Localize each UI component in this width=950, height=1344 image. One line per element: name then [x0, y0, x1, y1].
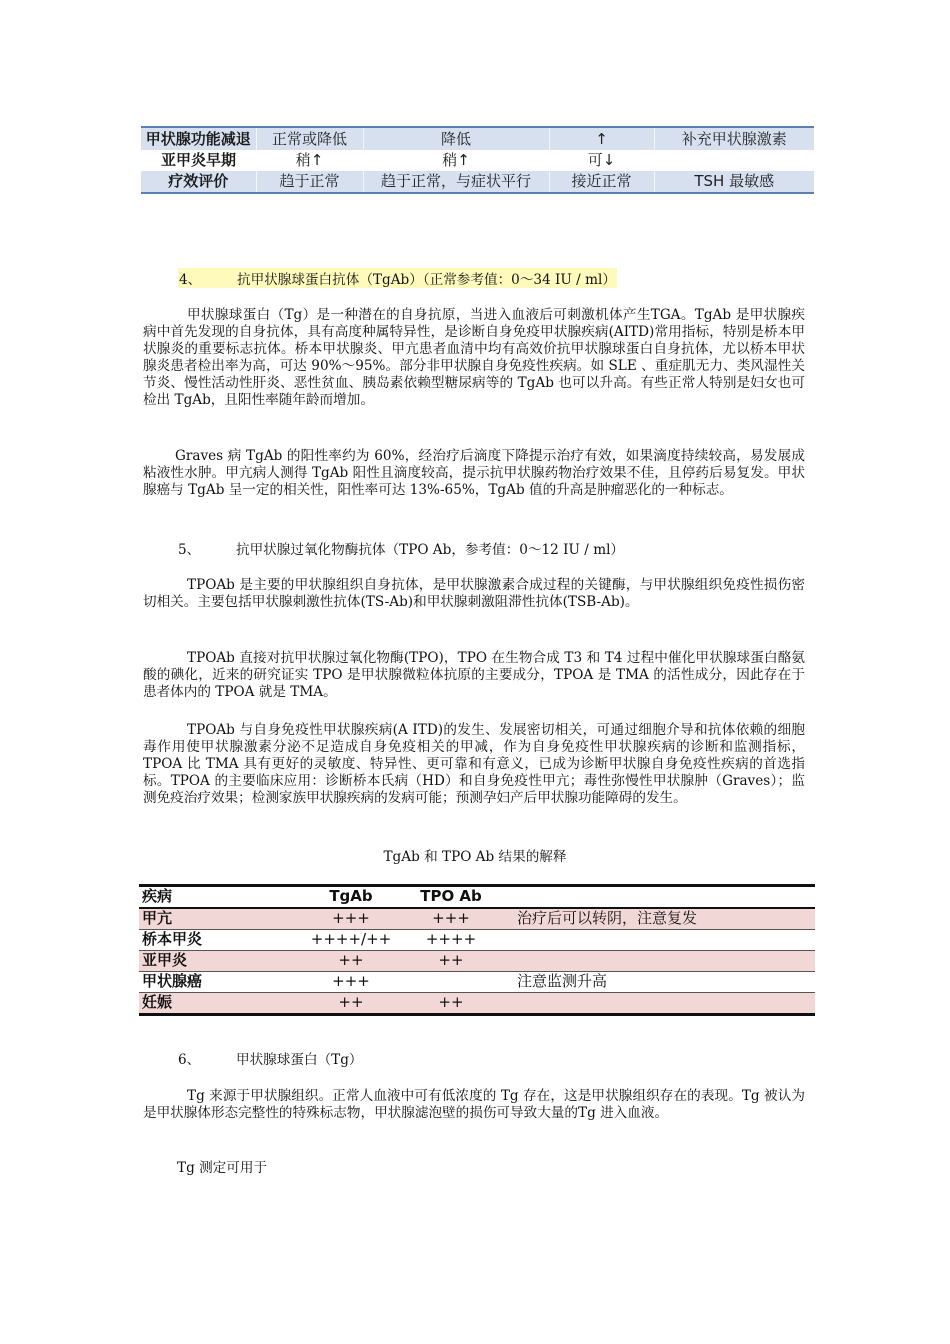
- disease-cell: 甲状腺癌: [139, 972, 307, 993]
- table-caption: TgAb 和 TPO Ab 结果的解释: [383, 849, 567, 865]
- table-row: [141, 150, 814, 171]
- row-label: 甲状腺功能减退: [141, 127, 256, 150]
- column-header: 疾病: [139, 886, 307, 909]
- note-cell: 注意监测升高: [507, 972, 815, 993]
- paragraph: TPOAb 是主要的甲状腺组织自身抗体，是甲状腺激素合成过程的关键酶，与甲状腺组织免疫性损伤密切相关。主要包括甲状腺刺激性抗体(TS-Ab)和甲状腺刺激阻滞性抗体(TSB-Ab)。: [143, 577, 805, 610]
- table-header-row: [139, 886, 815, 909]
- section-number: 6、: [178, 1052, 201, 1068]
- table-cell: 趋于正常: [256, 171, 363, 193]
- table-cell: [654, 150, 814, 171]
- table-row: [139, 930, 815, 951]
- section-5-heading: [178, 538, 624, 558]
- paragraph: TPOAb 与自身免疫性甲状腺疾病(A ITD)的发生、发展密切相关，可通过细胞介导和抗体依赖的细胞毒作用使甲状腺激素分泌不足造成自身免疫相关的甲减，作为自身免疫性甲状腺疾病的诊断和监测指标，TPOA 比 TMA 具有更好的灵敏度、特异性、更可靠和有意义，已成为诊断甲状腺自身免疫性疾病的首选指标。TPOA 的主要临床应用：诊断桥本氏病（HD）和自身免疫性甲亢；毒性弥慢性甲状腺肿（Graves）；监测免疫治疗效果；检测家族甲状腺疾病的发病可能；预测孕妇产后甲状腺功能障碍的发生。: [143, 722, 805, 806]
- row-label: 疗效评价: [141, 171, 256, 193]
- table-cell: TSH 最敏感: [654, 171, 814, 193]
- paragraph: TPOAb 直接对抗甲状腺过氧化物酶(TPO)，TPO 在生物合成 T3 和 T4 过程中催化甲状腺球蛋白酪氨酸的碘化，近来的研究证实 TPO 是甲状腺微粒体抗原的主要成分，TPOA 是 TMA 的活性成分，因此存在于患者体内的 TPOA 就是 TMA。: [143, 650, 805, 700]
- paragraph: Graves 病 TgAb 的阳性率约为 60%，经治疗后滴度下降提示治疗有效，如果滴度持续较高，易发展成粘液性水肿。甲亢病人测得 TgAb 阳性且滴度较高，提示抗甲状腺药物治疗效果不佳，且停药后易复发。甲状腺癌与 TgAb 呈一定的相关性，阳性率可达 13%-65%，TgAb 值的升高是肿瘤恶化的一种标志。: [143, 448, 805, 498]
- tpoab-cell: ++++: [395, 930, 507, 951]
- section-title: 抗甲状腺球蛋白抗体（TgAb）（正常参考值：0～34 IU / ml）: [237, 272, 616, 288]
- tpoab-cell: [395, 972, 507, 993]
- paragraph: Tg 测定可用于: [177, 1160, 268, 1176]
- section-title: 抗甲状腺过氧化物酶抗体（TPO Ab，参考值：0～12 IU / ml）: [236, 542, 625, 558]
- table-cell: 稍↑: [295, 151, 324, 169]
- table-cell: 趋于正常，与症状平行: [363, 171, 549, 193]
- section-6-heading: [178, 1048, 363, 1068]
- disease-cell: 甲亢: [139, 908, 307, 930]
- tgab-cell: ++: [307, 993, 395, 1015]
- table-cell: 补充甲状腺激素: [654, 127, 814, 150]
- disease-cell: 妊娠: [139, 993, 307, 1015]
- table-cell: 正常或降低: [256, 127, 363, 150]
- table-cell: 接近正常: [549, 171, 654, 193]
- table-row: [139, 951, 815, 972]
- section-number: 5、: [178, 542, 201, 558]
- section-4-heading: [178, 268, 617, 288]
- note-cell: 治疗后可以转阴，注意复发: [507, 908, 815, 930]
- disease-cell: 亚甲炎: [139, 951, 307, 972]
- tpoab-cell: +++: [395, 908, 507, 930]
- tgab-cell: ++: [307, 951, 395, 972]
- column-header: [507, 886, 815, 909]
- column-header: TgAb: [307, 886, 395, 909]
- thyroid-function-table: [141, 126, 814, 194]
- tgab-cell: +++: [307, 972, 395, 993]
- note-cell: [507, 930, 815, 951]
- table-row: [141, 171, 814, 193]
- tpoab-cell: ++: [395, 993, 507, 1015]
- disease-cell: 桥本甲炎: [139, 930, 307, 951]
- table-cell: 稍↑: [442, 151, 470, 169]
- section-title: 甲状腺球蛋白（Tg）: [236, 1052, 363, 1068]
- tgab-cell: +++: [307, 908, 395, 930]
- tgab-cell: ++++/++: [307, 930, 395, 951]
- table-cell: 可↓: [587, 151, 616, 169]
- column-header: TPO Ab: [395, 886, 507, 909]
- row-label: 亚甲炎早期: [160, 151, 236, 169]
- paragraph: Tg 来源于甲状腺组织。正常人血液中可有低浓度的 Tg 存在，这是甲状腺组织存在的表现。Tg 被认为是甲状腺体形态完整性的特殊标志物，甲状腺滤泡壁的损伤可导致大量的Tg 进入血液。: [143, 1088, 805, 1121]
- note-cell: [507, 951, 815, 972]
- table-row: [139, 972, 815, 993]
- note-cell: [507, 993, 815, 1015]
- paragraph: 甲状腺球蛋白（Tg）是一种潜在的自身抗原，当进入血液后可刺激机体产生TGA。TgAb 是甲状腺疾病中首先发现的自身抗体，具有高度种属特异性，是诊断自身免疫甲状腺疾病(AITD)常用指标，特别是桥本甲状腺炎的重要标志抗体。桥本甲状腺炎、甲亢患者血清中均有高效价抗甲状腺球蛋白自身抗体，尤以桥本甲状腺炎患者检出率为高，可达 90%～95%。部分非甲状腺自身免疫性疾病。如 SLE 、重症肌无力、类风湿性关节炎、慢性活动性肝炎、恶性贫血、胰岛素依赖型糖尿病等的 TgAb 也可以升高。有些正常人特别是妇女也可检出 TgAb，且阳性率随年龄而增加。: [143, 307, 805, 408]
- table-cell: 降低: [363, 127, 549, 150]
- antibody-results-table: [139, 884, 815, 1016]
- tpoab-cell: ++: [395, 951, 507, 972]
- section-number: 4、: [179, 272, 202, 288]
- table-row: [139, 908, 815, 930]
- table-row: [141, 127, 814, 150]
- table-cell: ↑: [549, 127, 654, 150]
- table-row: [139, 993, 815, 1015]
